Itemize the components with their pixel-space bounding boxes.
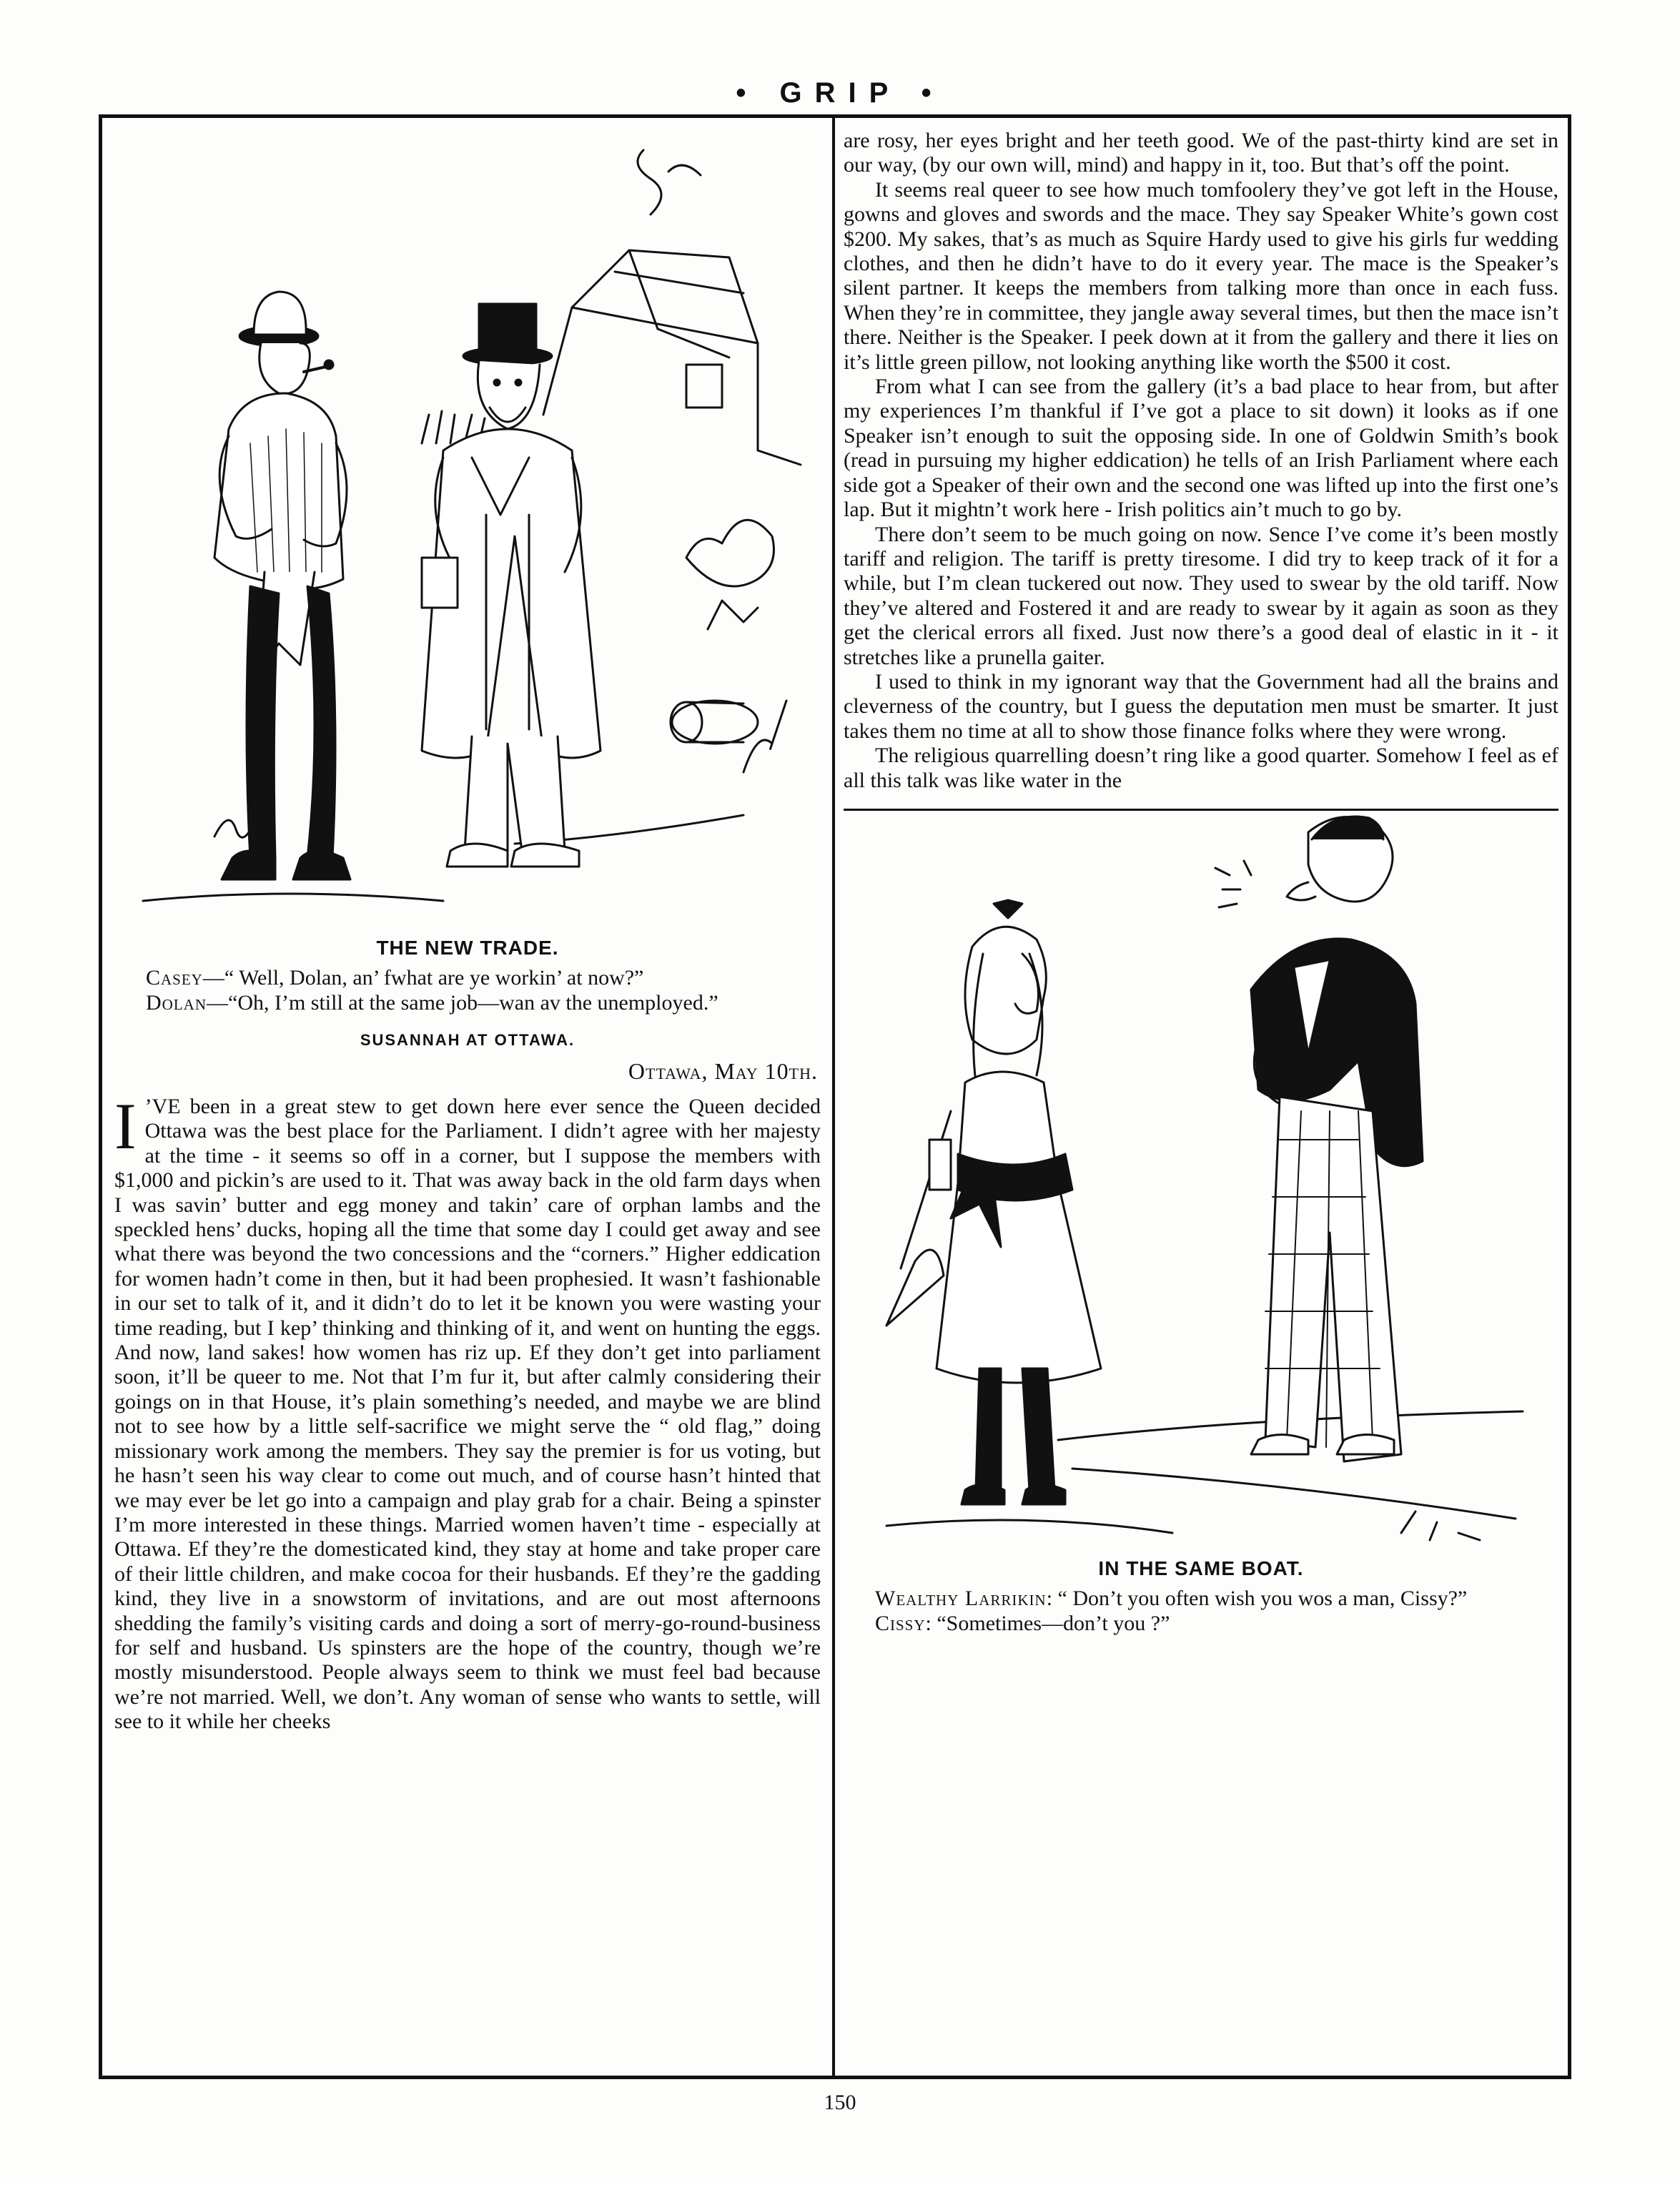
new-trade-line-1 [114, 965, 821, 990]
dolan-speaker: Dolan [146, 991, 207, 1015]
article-dateline: Ottawa, May 10th. [628, 1058, 818, 1084]
article-title: SUSANNAH AT OTTAWA. [360, 1031, 575, 1049]
drop-cap: I [114, 1090, 137, 1163]
same-boat-line-1 [844, 1586, 1558, 1611]
same-boat-title: IN THE SAME BOAT. [1098, 1557, 1304, 1579]
new-trade-illustration [114, 129, 821, 929]
casey-speaker: Casey [146, 966, 203, 990]
article-text-left: ’VE been in a great stew to get down here ever sence the Queen decided Ottawa was the best place for the Parliament. I didn’t agree with her majesty at the time - it seems so off in a corner, but I suppose the members with $1,000 and pickin’s are used to it. That was away back in the old farm days when I was savin’ butter and egg money and takin’ care of orphan lambs and the speckled hens’ ducks, hoping all the time that some day I could get away and see what there was beyond the two concessions and the “corners.” Higher eddication for women hadn’t come in then, but it had been prophesied. It wasn’t fashionable in our set to talk of it, and it didn’t do to let it be known you were wasting your time reading, but I kep’ thinking and thinking of it, and went on hunting the eggs. And now, land sakes! how women has riz up. Ef they don’t get into parliament soon, it’ll be queer to me. Not that I’m fur it, but after calmly considering their goings on in that House, it’s plain something’s needed, and maybe we are blind not to see how by a little self-sacrifice we might serve the “ old flag,” doing missionary work among the members. They say the premier is for us voting, but he hasn’t seen his way clear to come out much, and of course hasn’t hinted that we may ever be let go into a campaign and play grab for a chair. Being a spinster I’m more interested in these things. Married women haven’t time - especially at Ottawa. Ef they’re the domesticated kind, they stay at home and take proper care of their little children, and make cocoa for their husbands. Ef they’re the gadding kind, they live in a snowstorm of invitations, and are out most afternoons shedding the family’s visiting cards and doing a sort of merry-go-round-business for self and husband. Us spinsters are the hope of the country, though we’re mostly misunderstood. People always seem to think we must feel bad because we’re not married. Well, we don’t. Any woman of sense who wants to settle, will see to it while her cheeks [114, 1095, 821, 1734]
article-paragraph-6: The religious quarrelling doesn’t ring like a good quarter. Somehow I feel as ef all this talk was like water in the [844, 744, 1558, 792]
right-column [844, 129, 1558, 1636]
article-paragraph-1 [114, 1090, 821, 1735]
column-divider [832, 118, 835, 2076]
masthead: • GRIP • [736, 77, 944, 109]
left-column [114, 129, 821, 1735]
cissy-speaker: Cissy [875, 1611, 926, 1635]
page-number: 150 [824, 2091, 856, 2114]
article-paragraph-continued: are rosy, her eyes bright and her teeth good. We of the past-thirty kind are set in our way, (by our own will, mind) and happy in it, too. But that’s off the point. [844, 129, 1558, 177]
article-paragraph-2: It seems real queer to see how much tomfoolery they’ve got left in the House, gowns and gloves and swords and the mace. They say Speaker White’s gown cost $200. My sakes, that’s as much as Squire Hardy used to give his girls fur wedding clothes, and then he didn’t have to do it every year. The mace is the Speaker’s silent partner. It keeps the members from talking more than once in each fuss. When they’re in committee, they jangle away several times, but then the mace isn’t there. Neither is the Speaker. I peek down at it from the gallery and there it lies on it’s little green pillow, not looking anything like worth the $500 it cost. [844, 177, 1558, 374]
larrikin-text: : “ Don’t you often wish you wos a man, Cissy?” [1046, 1586, 1468, 1610]
new-trade-title: THE NEW TRADE. [376, 937, 559, 959]
larrikin-speaker: Wealthy Larrikin [875, 1586, 1047, 1610]
article-paragraph-4: There don’t seem to be much going on now. Sence I’ve come it’s been mostly tariff and religion. The tariff is pretty tiresome. I did try to keep track of it for a while, but I’m clean tuckered out now. They used to swear by the old tariff. Now they’ve altered and Fostered it and are ready to swear by it again as soon as they get the clerical errors all fixed. Just now there’s a good deal of elastic in it - it stretches like a prunella gaiter. [844, 522, 1558, 669]
new-trade-line-2 [114, 990, 821, 1015]
same-boat-illustration [844, 811, 1558, 1554]
same-boat-line-2 [844, 1611, 1558, 1636]
article-paragraph-5: I used to think in my ignorant way that the Government had all the brains and cleverness of the country, but I guess the deputation men must be smarter. It just takes them no time at all to show those finance folks where they were wrong. [844, 669, 1558, 743]
cissy-text: : “Sometimes—don’t you ?” [925, 1611, 1170, 1635]
article-paragraph-3: From what I can see from the gallery (it’s a bad place to hear from, but after my experiences I’m thankful if I’ve got a place to sit down) it looks as if one Speaker isn’t enough to suit the opposing side. In one of Goldwin Smith’s book (read in pursuing my higher eddication) he tells of an Irish Parliament where each side got a Speaker of their own and the second one was lifted up into the first one’s lap. But it mightn’t work here - Irish politics ain’t much to go by. [844, 375, 1558, 522]
casey-text: —“ Well, Dolan, an’ fwhat are ye workin’ at now?” [202, 966, 644, 990]
dolan-text: —“Oh, I’m still at the same job—wan av the unemployed.” [207, 991, 718, 1015]
